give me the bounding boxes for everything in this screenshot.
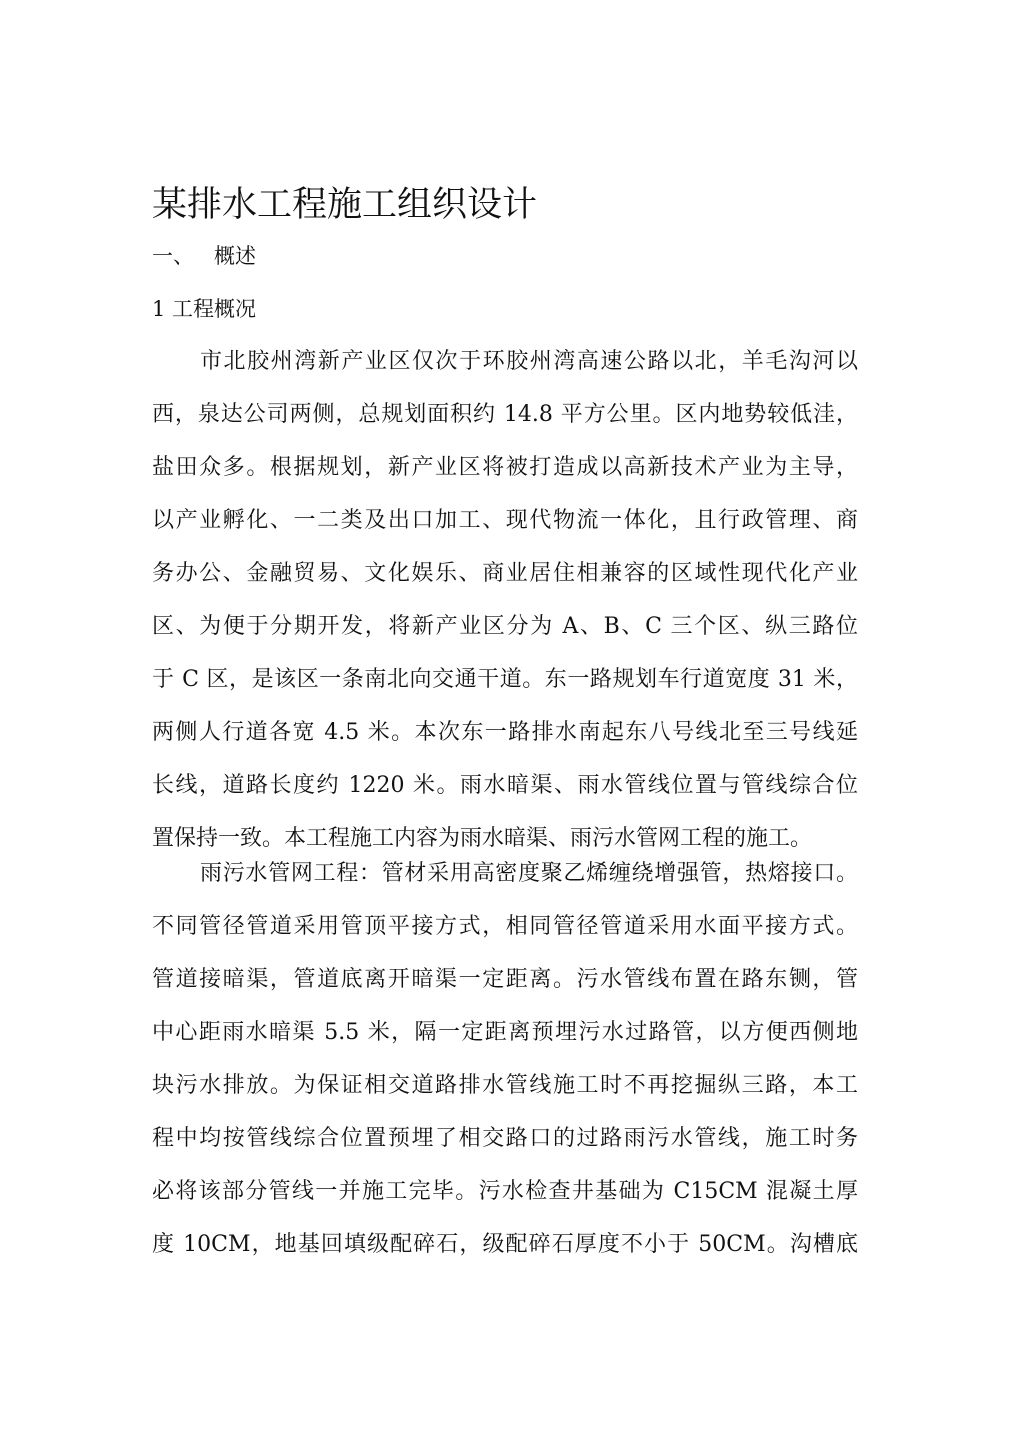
paragraph-line: 盐田众多。根据规划，新产业区将被打造成以高新技术产业为主导， xyxy=(152,455,858,480)
paragraph-line: 管道接暗渠，管道底离开暗渠一定距离。污水管线布置在路东铡，管 xyxy=(152,967,858,992)
section-number: 一、 xyxy=(152,244,194,268)
paragraph-line: 于 C 区，是该区一条南北向交通干道。东一路规划车行道宽度 31 米， xyxy=(152,667,858,692)
paragraph-line: 雨污水管网工程：管材采用高密度聚乙烯缠绕增强管，热熔接口。 xyxy=(200,861,858,886)
paragraph-line: 度 10CM，地基回填级配碎石，级配碎石厚度不小于 50CM。沟槽底 xyxy=(152,1232,858,1257)
paragraph-line: 以产业孵化、一二类及出口加工、现代物流一体化，且行政管理、商 xyxy=(152,508,858,533)
paragraph-line: 务办公、金融贸易、文化娱乐、商业居住相兼容的区域性现代化产业 xyxy=(152,561,858,586)
paragraph-line: 不同管径管道采用管顶平接方式，相同管径管道采用水面平接方式。 xyxy=(152,914,858,939)
document-title: 某排水工程施工组织设计 xyxy=(152,185,538,225)
section-heading-text: 概述 xyxy=(214,244,256,268)
paragraph-line: 两侧人行道各宽 4.5 米。本次东一路排水南起东八号线北至三号线延 xyxy=(152,720,858,745)
paragraph-line: 块污水排放。为保证相交道路排水管线施工时不再挖掘纵三路，本工 xyxy=(152,1073,858,1098)
section-heading xyxy=(152,238,256,274)
paragraph-line: 市北胶州湾新产业区仅次于环胶州湾高速公路以北，羊毛沟河以 xyxy=(200,349,858,374)
paragraph-project-overview xyxy=(152,335,858,865)
paragraph-pipe-network xyxy=(152,847,858,1271)
paragraph-line: 必将该部分管线一并施工完毕。污水检查井基础为 C15CM 混凝土厚 xyxy=(152,1179,858,1204)
paragraph-line: 程中均按管线综合位置预埋了相交路口的过路雨污水管线，施工时务 xyxy=(152,1126,858,1151)
paragraph-line: 西，泉达公司两侧，总规划面积约 14.8 平方公里。区内地势较低洼， xyxy=(152,402,858,427)
paragraph-line: 置保持一致。本工程施工内容为雨水暗渠、雨污水管网工程的施工。 xyxy=(152,826,813,851)
paragraph-line: 中心距雨水暗渠 5.5 米，隔一定距离预埋污水过路管，以方便西侧地 xyxy=(152,1020,858,1045)
subsection-heading: 1 工程概况 xyxy=(152,297,257,321)
paragraph-line: 区、为便于分期开发，将新产业区分为 A、B、C 三个区、纵三路位 xyxy=(152,614,858,639)
paragraph-line: 长线，道路长度约 1220 米。雨水暗渠、雨水管线位置与管线综合位 xyxy=(152,773,858,798)
